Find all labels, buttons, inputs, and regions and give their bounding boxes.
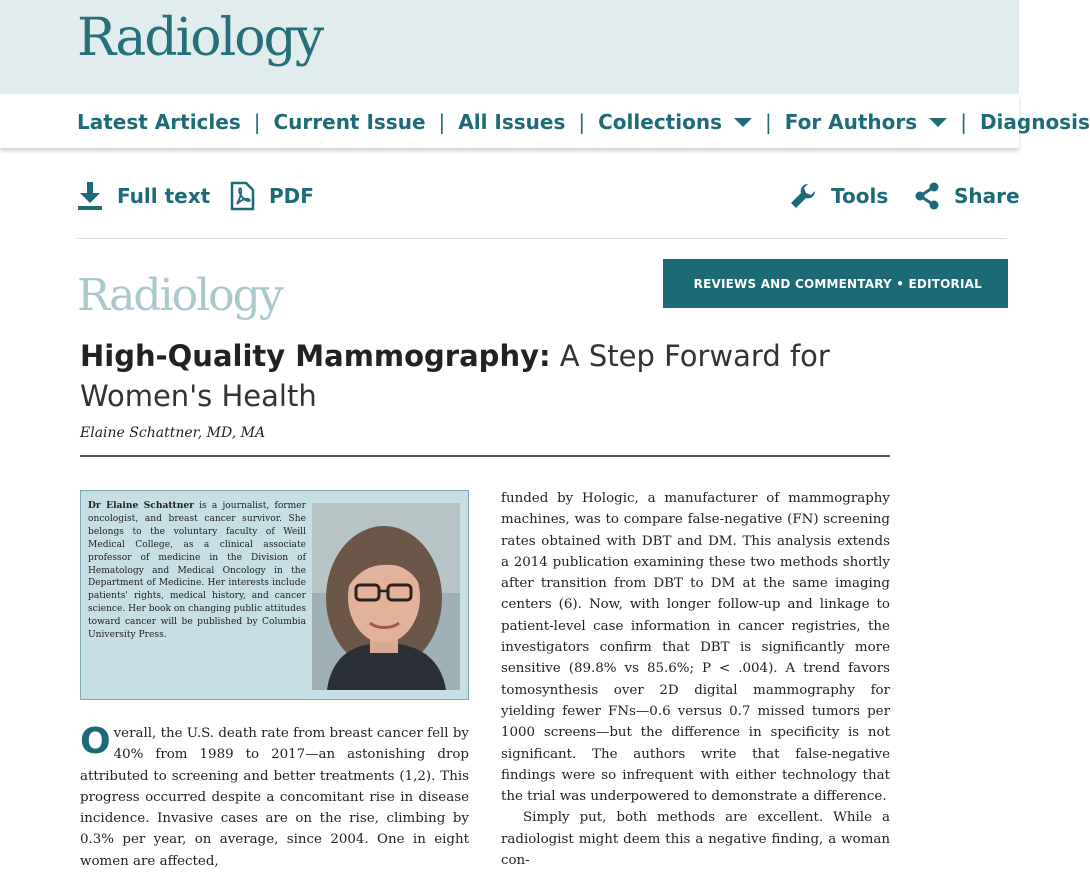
- nav-for-authors[interactable]: [785, 109, 947, 135]
- nav-latest-articles[interactable]: Latest Articles: [77, 109, 241, 134]
- column-2-paragraph-1: funded by Hologic, a manufacturer of mammography machines, was to compare false-negative (FN) screening rates obtained with DBT and DM. This analysis extends a 2014 publication examining these two methods shortly after transition from DBT to DM at the same imaging centers (6). Now, with longer follow-up and linkage to patient-level case information in cancer registries, the investigators confirm that DBT is significantly more sensitive (89.8% vs 85.6%; P < .004). A trend favors tomosynthesis over 2D digital mammography for yielding fewer FNs—0.6 versus 0.7 missed tumors per 1000 screens—but the difference in specificity is not significant. The authors write that false-negative findings were so infrequent with either technology that the trial was underpowered to demonstrate a difference.: [501, 491, 890, 805]
- tools-button[interactable]: [789, 180, 888, 212]
- nav-separator: |: [253, 109, 261, 134]
- nav-collections[interactable]: [598, 109, 752, 135]
- author-bio: [88, 500, 306, 642]
- site-header: [0, 0, 1019, 94]
- column-1-paragraph: verall, the U.S. death rate from breast cancer fell by 40% from 1989 to 2017—an astonishing drop attributed to screening and better treatments (1,2). This progress occurred despite a concomitant rise in disease incidence. Invasive cases are on the rise, climbing by 0.3% per year, on average, since 2004. One in eight women are affected,: [80, 726, 469, 869]
- article-column-2: [501, 488, 890, 871]
- site-logo[interactable]: Radiology: [77, 8, 323, 68]
- pdf-button[interactable]: [230, 180, 314, 212]
- nav-all-issues[interactable]: All Issues: [458, 109, 566, 134]
- article-author: Elaine Schattner, MD, MA: [80, 425, 266, 441]
- nav-collections-label: Collections: [598, 110, 722, 135]
- tools-label: Tools: [831, 184, 889, 208]
- title-bold: High-Quality Mammography:: [80, 339, 551, 373]
- share-button[interactable]: [914, 180, 1020, 212]
- nav-separator: |: [438, 109, 446, 134]
- bio-text: is a journalist, former oncologist, and breast cancer survivor. She belongs to the voluntary faculty of Weill Medical College, as a clinical associate professor of medicine in the Division of Hematology and Medical Oncology in the Department of Medicine. Her interests include patients' rights, medical history, and cancer science. Her book on changing public attitudes toward cancer will be published by Columbia University Press.: [88, 501, 306, 641]
- nav-for-authors-label: For Authors: [784, 110, 918, 135]
- author-divider: [80, 455, 890, 457]
- toolbar-divider: [77, 238, 1007, 239]
- article-title: [80, 336, 900, 416]
- wrench-icon: [789, 182, 817, 210]
- author-photo: [312, 503, 460, 690]
- full-text-label: Full text: [117, 184, 211, 208]
- share-icon: [914, 182, 940, 210]
- drop-cap: O: [80, 721, 111, 762]
- download-icon: [77, 182, 103, 210]
- chevron-down-icon: [929, 118, 947, 127]
- nav-diagnosis[interactable]: Diagnosis: [979, 109, 1090, 134]
- full-text-button[interactable]: [77, 180, 210, 212]
- category-badge: REVIEWS AND COMMENTARY • EDITORIAL: [663, 259, 1008, 308]
- pdf-icon: [230, 182, 255, 210]
- nav-current-issue[interactable]: Current Issue: [273, 109, 426, 134]
- article-column-1: [80, 723, 469, 872]
- chevron-down-icon: [734, 118, 752, 127]
- nav-separator: |: [578, 109, 586, 134]
- pdf-label: PDF: [269, 184, 314, 208]
- nav-separator: |: [764, 109, 772, 134]
- author-bio-box: [80, 490, 469, 700]
- article-journal-logo: Radiology: [77, 270, 282, 321]
- nav-separator: |: [960, 109, 967, 134]
- title-rest: A Step Forward for Women's Health: [80, 339, 830, 413]
- bio-name: Dr Elaine Schattner: [88, 500, 194, 511]
- share-label: Share: [954, 184, 1020, 208]
- column-2-paragraph-2: Simply put, both methods are excellent. While a radiologist might deem this a negative finding, a woman con-: [501, 810, 890, 869]
- main-nav: [0, 94, 1090, 148]
